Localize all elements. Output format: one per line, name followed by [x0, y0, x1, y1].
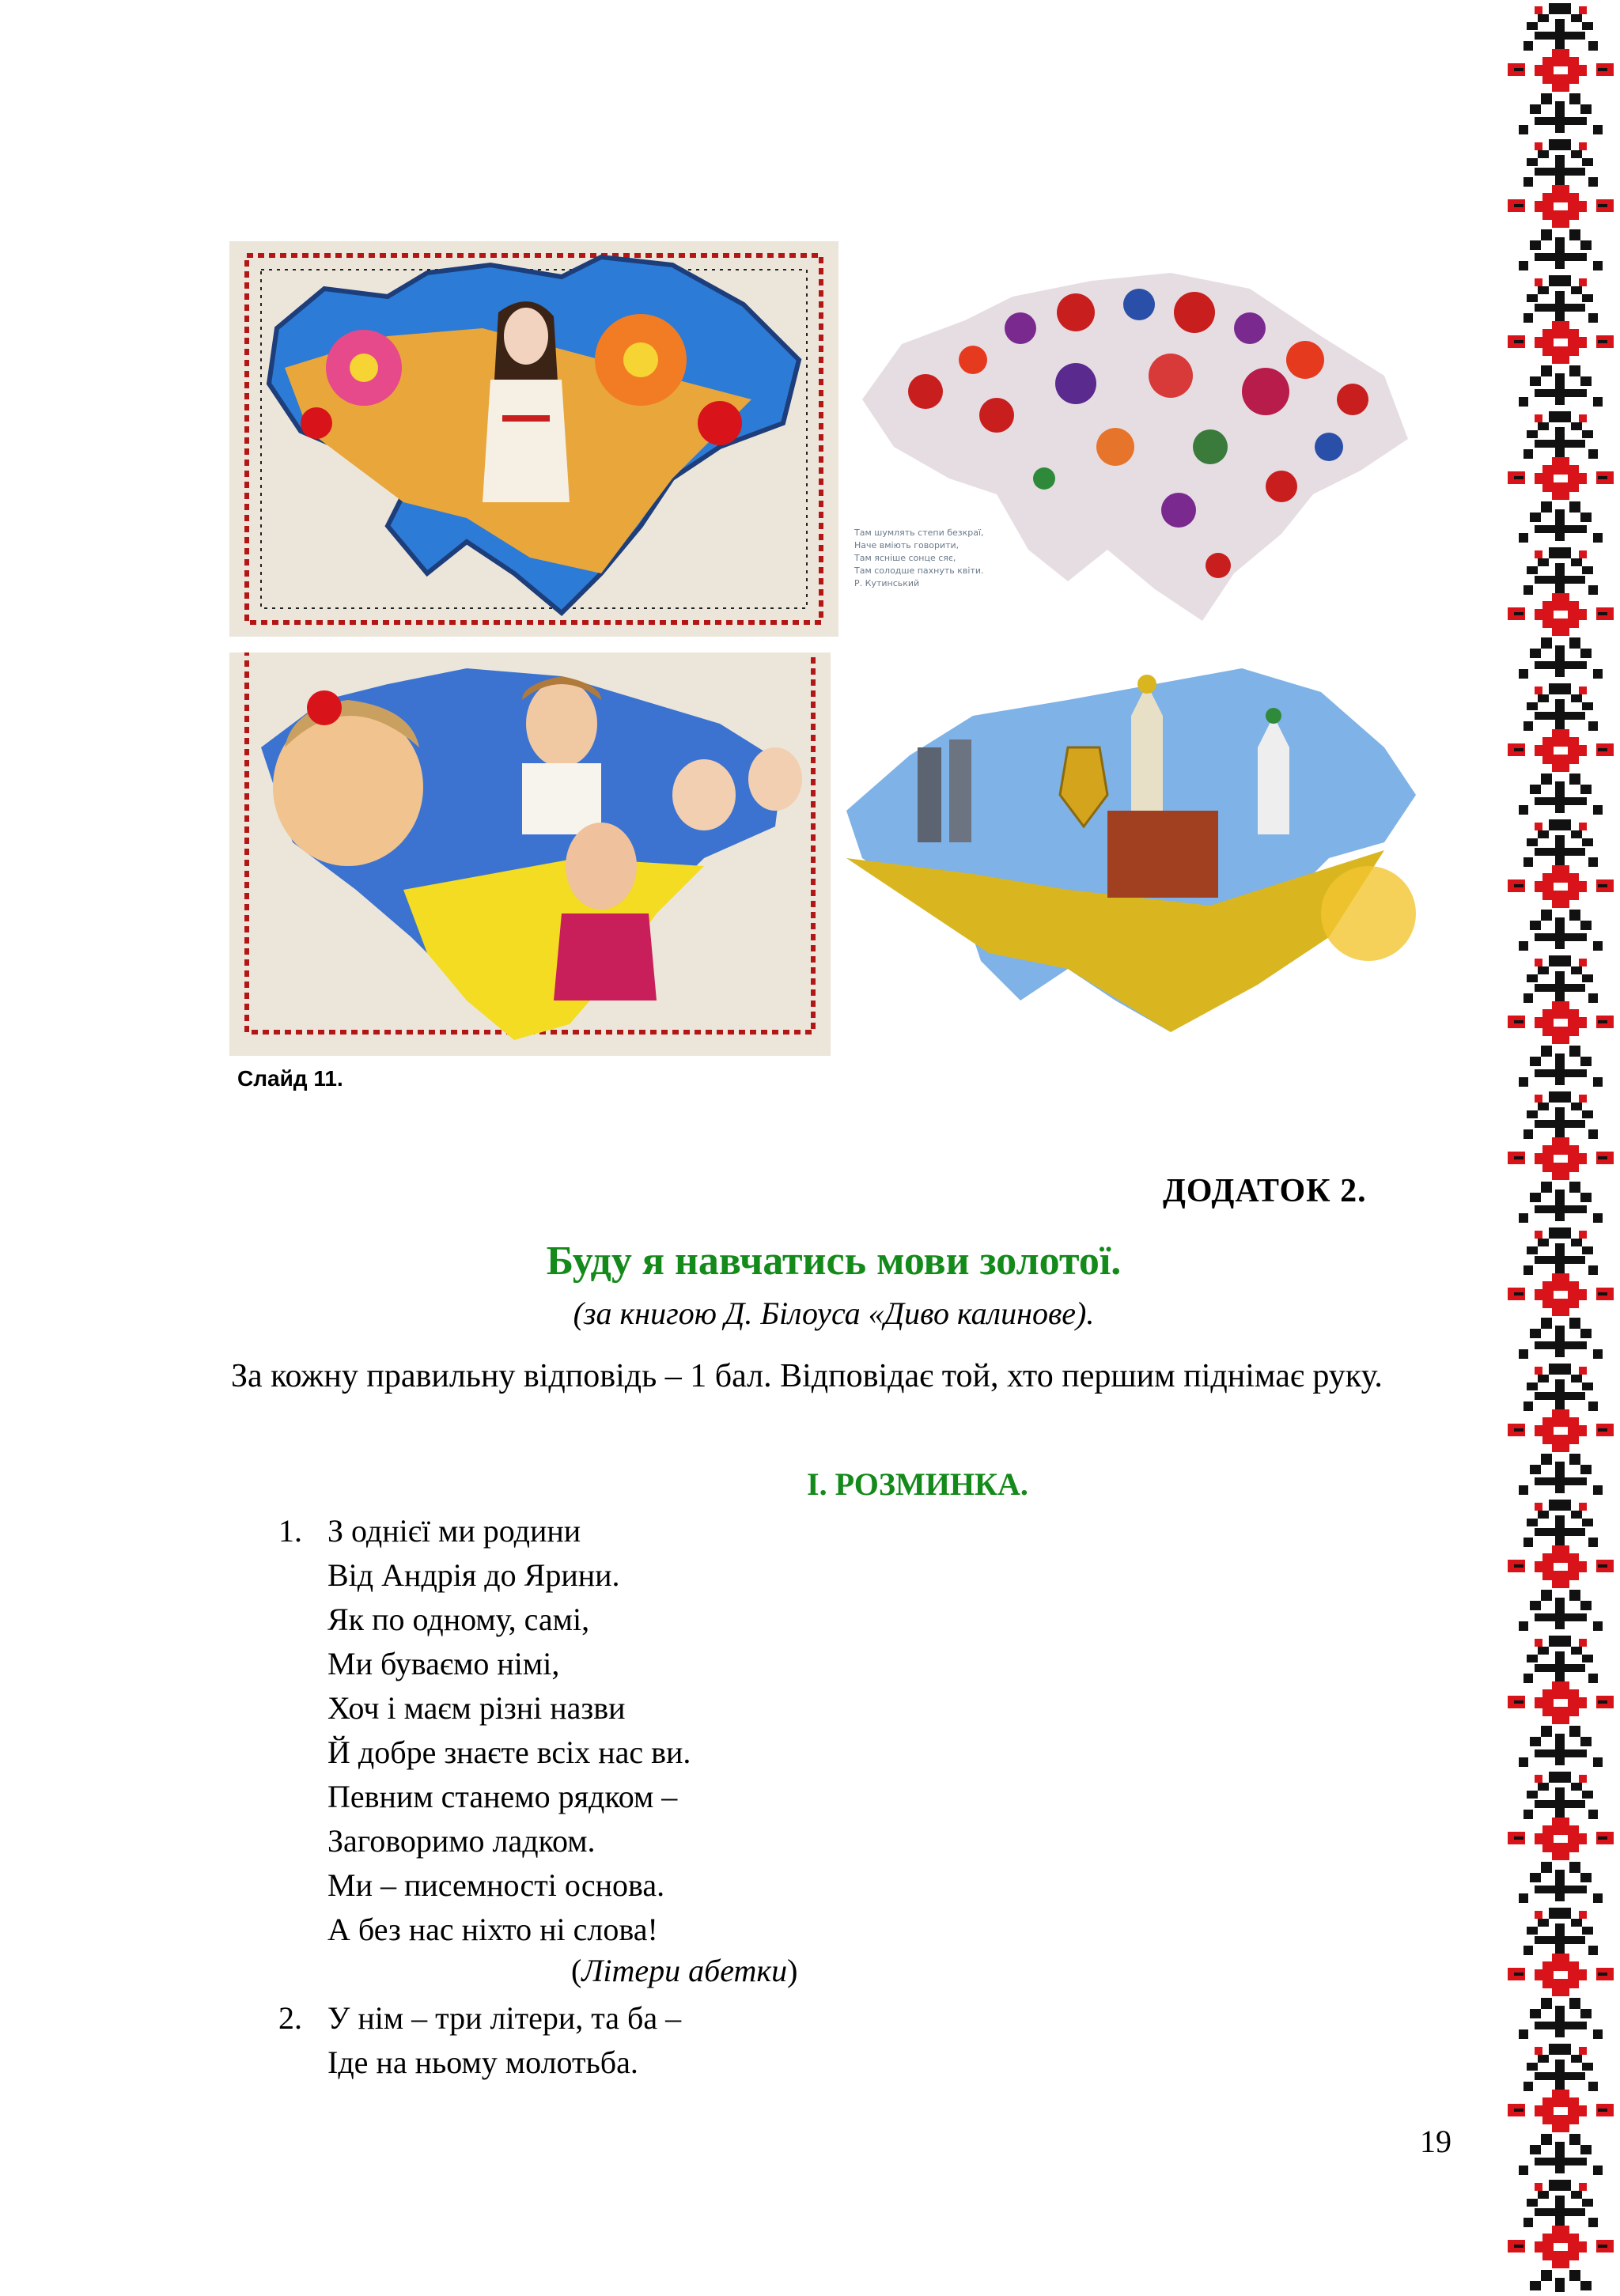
slide-caption: Слайд 11.: [237, 1066, 343, 1091]
slide-collage: [229, 241, 1440, 1056]
riddle-line: Й добре знаєте всіх нас ви.: [327, 1734, 691, 1770]
instructions-paragraph: За кожну правильну відповідь – 1 бал. Відповідає той, хто першим піднімає руку.: [231, 1358, 1383, 1394]
riddle-answer: [571, 1952, 797, 1989]
poem-line: Там ясніше сонце сяє,: [854, 553, 956, 563]
section-heading: І. РОЗМИНКА.: [807, 1466, 1028, 1502]
poem-line: Там солодше пахнуть квіти.: [854, 565, 984, 576]
embroidery-ornament-border: [1503, 0, 1620, 2292]
poem-line: Наче вміють говорити,: [854, 540, 960, 550]
riddle-number: 2.: [278, 2000, 302, 2036]
poem-line: Там шумлять степи безкраї,: [854, 528, 984, 538]
page-number: 19: [1420, 2124, 1452, 2159]
answer-text: Літери абетки: [581, 1953, 788, 1988]
answer-paren-open: (: [571, 1953, 582, 1988]
riddle-line: Ми буваємо німі,: [327, 1646, 560, 1681]
panel-map-landmarks: [831, 652, 1440, 1056]
riddle-line: Хоч і маєм різні назви: [327, 1690, 626, 1726]
subtitle: (за книгою Д. Білоуса «Диво калинове).: [573, 1296, 1095, 1331]
panel-map-embroidery-flowers: [838, 241, 1440, 637]
riddle-line: З однієї ми родини: [327, 1513, 581, 1549]
riddle-line: Заговоримо ладком.: [327, 1823, 596, 1859]
riddle-line: Іде на ньому молотьба.: [327, 2044, 638, 2080]
riddle-line: Ми – писемності основа.: [327, 1867, 665, 1903]
riddle-lines: [327, 1996, 681, 2085]
riddle-lines: [327, 1509, 691, 1952]
answer-paren-close: ): [787, 1953, 798, 1988]
riddle-line: А без нас ніхто ні слова!: [327, 1912, 658, 1947]
poem-author: Р. Кутинський: [854, 578, 920, 588]
riddle-line: Як по одному, самі,: [327, 1602, 590, 1637]
riddle-number: 1.: [278, 1513, 302, 1549]
riddle-line: Від Андрія до Ярини.: [327, 1557, 620, 1593]
riddle-line: У нім – три літери, та ба –: [327, 2000, 682, 2036]
riddle-line: Певним станемо рядком –: [327, 1779, 678, 1814]
appendix-label: ДОДАТОК 2.: [1163, 1173, 1367, 1209]
page-title: Буду я навчатись мови золотої.: [546, 1239, 1122, 1284]
panel-map-girl-flowers: [229, 241, 838, 637]
panel-map-children: [229, 652, 831, 1056]
